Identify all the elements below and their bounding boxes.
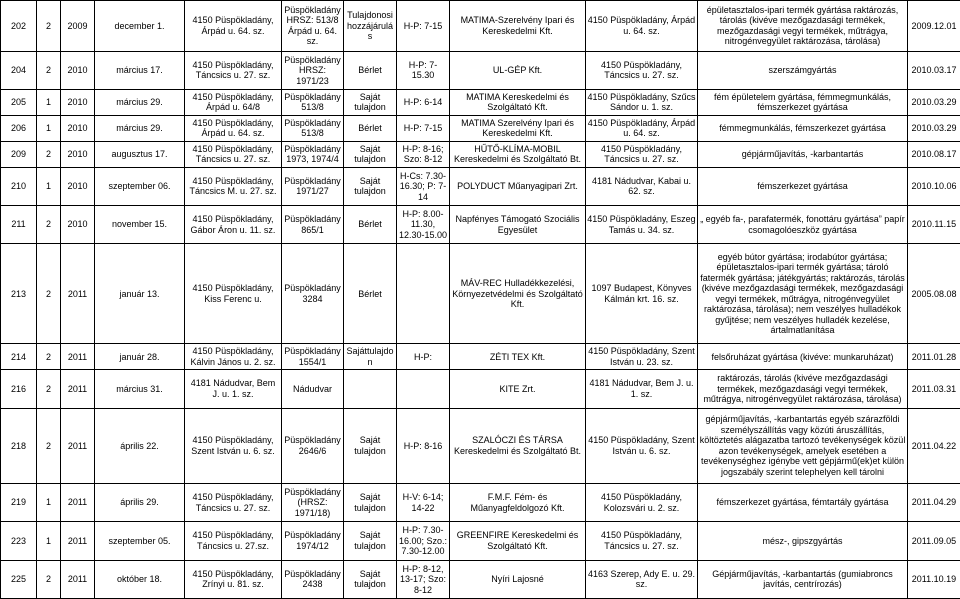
cell-number: 225	[1, 560, 37, 598]
cell-registration-date: 2010.03.17	[908, 51, 960, 89]
cell-sub-number: 1	[37, 484, 61, 522]
cell-company-name: MATIMA-Szerelvény Ipari és Kereskedelmi Kft.	[450, 1, 586, 52]
cell-year: 2010	[61, 51, 95, 89]
cell-company-address: 4150 Püspökladány, Árpád u. 64. sz.	[586, 1, 698, 52]
cell-company-name: GREENFIRE Kereskedelmi és Szolgáltató Kft.	[450, 522, 586, 560]
cell-ownership: Saját tulajdon	[344, 560, 397, 598]
cell-ownership: Tulajdonosi hozzájárulás	[344, 1, 397, 52]
cell-number: 209	[1, 141, 37, 167]
cell-operating-hours	[397, 244, 450, 344]
cell-date: április 29.	[95, 484, 185, 522]
cell-site-address: 4150 Püspökladány, Táncsics u. 27. sz.	[185, 484, 282, 522]
cell-date: november 15.	[95, 205, 185, 243]
cell-site-address: 4150 Püspökladány, Táncsics u. 27.sz.	[185, 522, 282, 560]
cell-company-name: SZALÓCZI ÉS TÁRSA Kereskedelmi és Szolgáltató Bt.	[450, 408, 586, 483]
cell-sub-number: 2	[37, 1, 61, 52]
cell-site-address: 4150 Püspökladány, Kálvin János u. 2. sz.	[185, 344, 282, 370]
cell-year: 2009	[61, 1, 95, 52]
cell-sub-number: 1	[37, 115, 61, 141]
cell-number: 210	[1, 167, 37, 205]
cell-company-address: 4150 Püspökladány, Árpád u. 64. sz.	[586, 115, 698, 141]
cell-operating-hours: H-P: 8-16; Szo: 8-12	[397, 141, 450, 167]
cell-sub-number: 2	[37, 344, 61, 370]
cell-date: április 22.	[95, 408, 185, 483]
cell-company-address: 4150 Püspökladány, Szent István u. 6. sz.	[586, 408, 698, 483]
cell-registration-date: 2011.03.31	[908, 370, 960, 408]
cell-date: március 29.	[95, 89, 185, 115]
cell-company-address: 4181 Nádudvar, Bem J. u. 1. sz.	[586, 370, 698, 408]
cell-year: 2011	[61, 522, 95, 560]
cell-date: március 29.	[95, 115, 185, 141]
cell-company-address: 4150 Püspökladány, Táncsics u. 27. sz.	[586, 141, 698, 167]
cell-parcel-number: Püspökladány 3284	[282, 244, 344, 344]
cell-year: 2011	[61, 344, 95, 370]
cell-date: december 1.	[95, 1, 185, 52]
cell-number: 205	[1, 89, 37, 115]
table-row	[1, 370, 960, 408]
cell-registration-date: 2009.12.01	[908, 1, 960, 52]
cell-activity: felsőruházat gyártása (kivéve: munkaruházat)	[698, 344, 908, 370]
cell-sub-number: 1	[37, 89, 61, 115]
cell-date: január 28.	[95, 344, 185, 370]
cell-number: 218	[1, 408, 37, 483]
cell-parcel-number: Püspökladány 865/1	[282, 205, 344, 243]
cell-site-address: 4150 Püspökladány, Szent István u. 6. sz.	[185, 408, 282, 483]
cell-registration-date: 2005.08.08	[908, 244, 960, 344]
cell-site-address: 4150 Püspökladány, Árpád u. 64. sz.	[185, 115, 282, 141]
cell-activity: egyéb bútor gyártása; irodabútor gyártása; épületasztalos-ipari termék gyártása; tároló fatermék gyártása; játékgyártás; raktározás, tárolás (kivéve mezőgazdasági termékek, mezőgazdasági vegyi termékek, műtrágya, nitrogénvegyület raktározása, tárolása); nem veszélyes hulladékok gyűjtése; nem veszélyes hulladék kezelése, ártalmatlanítása	[698, 244, 908, 344]
cell-date: szeptember 05.	[95, 522, 185, 560]
cell-parcel-number: Püspökladány 1974/12	[282, 522, 344, 560]
table-row	[1, 484, 960, 522]
cell-site-address: 4150 Püspökladány, Kiss Ferenc u.	[185, 244, 282, 344]
cell-activity: fémszerkezet gyártása, fémtartály gyártása	[698, 484, 908, 522]
cell-registration-date: 2010.03.29	[908, 89, 960, 115]
cell-company-address: 4150 Püspökladány, Szent István u. 23. sz.	[586, 344, 698, 370]
cell-site-address: 4150 Püspökladány, Árpád u. 64. sz.	[185, 1, 282, 52]
cell-activity: „ egyéb fa-, parafatermék, fonottáru gyártása” papír csomagolóeszköz gyártása	[698, 205, 908, 243]
cell-ownership: Saját tulajdon	[344, 522, 397, 560]
cell-sub-number: 2	[37, 141, 61, 167]
cell-parcel-number: Püspökladány 2438	[282, 560, 344, 598]
cell-company-address: 4163 Szerep, Ady E. u. 29. sz.	[586, 560, 698, 598]
cell-ownership: Bérlet	[344, 205, 397, 243]
cell-year: 2011	[61, 244, 95, 344]
cell-registration-date: 2011.04.22	[908, 408, 960, 483]
cell-activity: fém épületelem gyártása, fémmegmunkálás, fémszerkezet gyártása	[698, 89, 908, 115]
table-row	[1, 205, 960, 243]
cell-company-address: 4150 Püspökladány, Táncsics u. 27. sz.	[586, 522, 698, 560]
cell-activity: gépjárműjavítás, -karbantartás egyéb szárazföldi személyszállítás vagy közúti áruszállítás, költöztetés alágazatba tartozó tevékenységek közül azon tevékenységek, amelyek esetében a tevékenységhez igénybe vett gépjármű(ek)et külön jogszabály szerint telephelyen kell tárolni	[698, 408, 908, 483]
cell-operating-hours: H-P: 7-15	[397, 115, 450, 141]
cell-parcel-number: Püspökladány HRSZ: 513/8 Árpád u. 64. sz.	[282, 1, 344, 52]
cell-year: 2011	[61, 484, 95, 522]
cell-operating-hours: H-Cs: 7.30-16.30; P: 7-14	[397, 167, 450, 205]
cell-site-address: 4150 Püspökladány, Táncsics u. 27. sz.	[185, 51, 282, 89]
cell-registration-date: 2011.04.29	[908, 484, 960, 522]
table-row	[1, 560, 960, 598]
cell-company-name: MATIMA Szerelvény Ipari és Kereskedelmi Kft.	[450, 115, 586, 141]
cell-date: október 18.	[95, 560, 185, 598]
cell-operating-hours: H-P: 7-15.30	[397, 51, 450, 89]
cell-year: 2011	[61, 370, 95, 408]
table-row	[1, 244, 960, 344]
cell-number: 219	[1, 484, 37, 522]
cell-company-name: ZÉTI TEX Kft.	[450, 344, 586, 370]
table-row	[1, 408, 960, 483]
cell-company-name: MATIMA Kereskedelmi és Szolgáltató Kft.	[450, 89, 586, 115]
table-row	[1, 51, 960, 89]
cell-parcel-number: Püspökladány (HRSZ: 1971/18)	[282, 484, 344, 522]
cell-site-address: 4150 Püspökladány, Táncsics M. u. 27. sz.	[185, 167, 282, 205]
cell-activity: Gépjárműjavítás, -karbantartás (gumiabroncs javítás, centrírozás)	[698, 560, 908, 598]
cell-company-name: Nyíri Lajosné	[450, 560, 586, 598]
cell-year: 2011	[61, 408, 95, 483]
cell-company-address: 4181 Nádudvar, Kabai u. 62. sz.	[586, 167, 698, 205]
cell-company-name: Napfényes Támogató Szociális Egyesület	[450, 205, 586, 243]
cell-company-address: 4150 Püspökladány, Eszeg Tamás u. 34. sz.	[586, 205, 698, 243]
cell-year: 2011	[61, 560, 95, 598]
cell-company-name: HŰTŐ-KLÍMA-MOBIL Kereskedelmi és Szolgáltató Bt.	[450, 141, 586, 167]
cell-year: 2010	[61, 167, 95, 205]
cell-activity: épületasztalos-ipari termék gyártása raktározás, tárolás (kivéve mezőgazdasági termékek, mezőgazdasági vegyi termékek, műtrágya, nitrogénvegyület raktározása, tárolása)	[698, 1, 908, 52]
cell-sub-number: 2	[37, 51, 61, 89]
cell-registration-date: 2011.10.19	[908, 560, 960, 598]
cell-ownership: Saját tulajdon	[344, 408, 397, 483]
cell-sub-number: 2	[37, 244, 61, 344]
cell-number: 214	[1, 344, 37, 370]
cell-sub-number: 2	[37, 370, 61, 408]
cell-parcel-number: Püspökladány 2646/6	[282, 408, 344, 483]
cell-activity: fémszerkezet gyártása	[698, 167, 908, 205]
table-row	[1, 522, 960, 560]
cell-parcel-number: Püspökladány 1973, 1974/4	[282, 141, 344, 167]
cell-date: január 13.	[95, 244, 185, 344]
cell-company-name: UL-GÉP Kft.	[450, 51, 586, 89]
cell-registration-date: 2011.09.05	[908, 522, 960, 560]
cell-date: augusztus 17.	[95, 141, 185, 167]
cell-activity: mész-, gipszgyártás	[698, 522, 908, 560]
cell-operating-hours: H-P: 6-14	[397, 89, 450, 115]
cell-ownership: Saját tulajdon	[344, 89, 397, 115]
cell-sub-number: 2	[37, 560, 61, 598]
cell-ownership: Sajáttulajdon	[344, 344, 397, 370]
cell-ownership: Bérlet	[344, 115, 397, 141]
cell-parcel-number: Püspökladány 1971/27	[282, 167, 344, 205]
cell-number: 216	[1, 370, 37, 408]
cell-number: 206	[1, 115, 37, 141]
cell-parcel-number: Nádudvar	[282, 370, 344, 408]
cell-ownership	[344, 370, 397, 408]
table-row	[1, 115, 960, 141]
cell-site-address: 4150 Püspökladány, Gábor Áron u. 11. sz.	[185, 205, 282, 243]
cell-date: március 31.	[95, 370, 185, 408]
cell-company-name: KITE Zrt.	[450, 370, 586, 408]
cell-sub-number: 1	[37, 167, 61, 205]
cell-number: 223	[1, 522, 37, 560]
cell-activity: raktározás, tárolás (kivéve mezőgazdasági termékek, mezőgazdasági vegyi termékek, műtrágya, nitrogénvegyület raktározása, tárolása)	[698, 370, 908, 408]
cell-sub-number: 2	[37, 205, 61, 243]
cell-parcel-number: Püspökladány 513/8	[282, 89, 344, 115]
cell-company-address: 1097 Budapest, Könyves Kálmán krt. 16. sz.	[586, 244, 698, 344]
cell-company-address: 4150 Püspökladány, Szűcs Sándor u. 1. sz.	[586, 89, 698, 115]
cell-operating-hours	[397, 370, 450, 408]
cell-registration-date: 2010.03.29	[908, 115, 960, 141]
cell-registration-date: 2010.10.06	[908, 167, 960, 205]
table-row	[1, 167, 960, 205]
cell-site-address: 4181 Nádudvar, Bem J. u. 1. sz.	[185, 370, 282, 408]
cell-year: 2010	[61, 89, 95, 115]
cell-ownership: Saját tulajdon	[344, 484, 397, 522]
cell-operating-hours: H-V: 6-14; 14-22	[397, 484, 450, 522]
cell-year: 2010	[61, 115, 95, 141]
cell-activity: szerszámgyártás	[698, 51, 908, 89]
cell-ownership: Bérlet	[344, 244, 397, 344]
cell-operating-hours: H-P: 7-15	[397, 1, 450, 52]
cell-site-address: 4150 Püspökladány, Zrínyi u. 81. sz.	[185, 560, 282, 598]
table-row	[1, 89, 960, 115]
table-row	[1, 344, 960, 370]
cell-operating-hours: H-P:	[397, 344, 450, 370]
cell-activity: fémmegmunkálás, fémszerkezet gyártása	[698, 115, 908, 141]
cell-number: 204	[1, 51, 37, 89]
cell-date: március 17.	[95, 51, 185, 89]
cell-operating-hours: H-P: 8-16	[397, 408, 450, 483]
cell-registration-date: 2011.01.28	[908, 344, 960, 370]
cell-company-name: POLYDUCT Műanyagipari Zrt.	[450, 167, 586, 205]
cell-number: 213	[1, 244, 37, 344]
cell-parcel-number: Püspökladány HRSZ: 1971/23	[282, 51, 344, 89]
cell-sub-number: 2	[37, 408, 61, 483]
cell-date: szeptember 06.	[95, 167, 185, 205]
cell-registration-date: 2010.08.17	[908, 141, 960, 167]
cell-number: 211	[1, 205, 37, 243]
cell-company-address: 4150 Püspökladány, Kolozsvári u. 2. sz.	[586, 484, 698, 522]
cell-registration-date: 2010.11.15	[908, 205, 960, 243]
cell-activity: gépjárműjavítás, -karbantartás	[698, 141, 908, 167]
table-row	[1, 1, 960, 52]
cell-parcel-number: Püspökladány 1554/1	[282, 344, 344, 370]
cell-site-address: 4150 Püspökladány, Táncsics u. 27. sz.	[185, 141, 282, 167]
cell-company-address: 4150 Püspökladány, Táncsics u. 27. sz.	[586, 51, 698, 89]
cell-company-name: F.M.F. Fém- és Műanyagfeldolgozó Kft.	[450, 484, 586, 522]
cell-year: 2010	[61, 205, 95, 243]
cell-ownership: Bérlet	[344, 51, 397, 89]
cell-operating-hours: H-P: 8.00-11.30, 12.30-15.00	[397, 205, 450, 243]
cell-ownership: Saját tulajdon	[344, 141, 397, 167]
table-row	[1, 141, 960, 167]
cell-operating-hours: H-P: 7.30-16.00; Szo.: 7.30-12.00	[397, 522, 450, 560]
cell-company-name: MÁV-REC Hulladékkezelési, Környezetvédelmi és Szolgáltató Kft.	[450, 244, 586, 344]
cell-parcel-number: Püspökladány 513/8	[282, 115, 344, 141]
cell-site-address: 4150 Püspökladány, Árpád u. 64/8	[185, 89, 282, 115]
cell-year: 2010	[61, 141, 95, 167]
cell-sub-number: 1	[37, 522, 61, 560]
cell-operating-hours: H-P: 8-12, 13-17; Szo: 8-12	[397, 560, 450, 598]
registry-body	[1, 1, 960, 599]
cell-number: 202	[1, 1, 37, 52]
cell-ownership: Saját tulajdon	[344, 167, 397, 205]
